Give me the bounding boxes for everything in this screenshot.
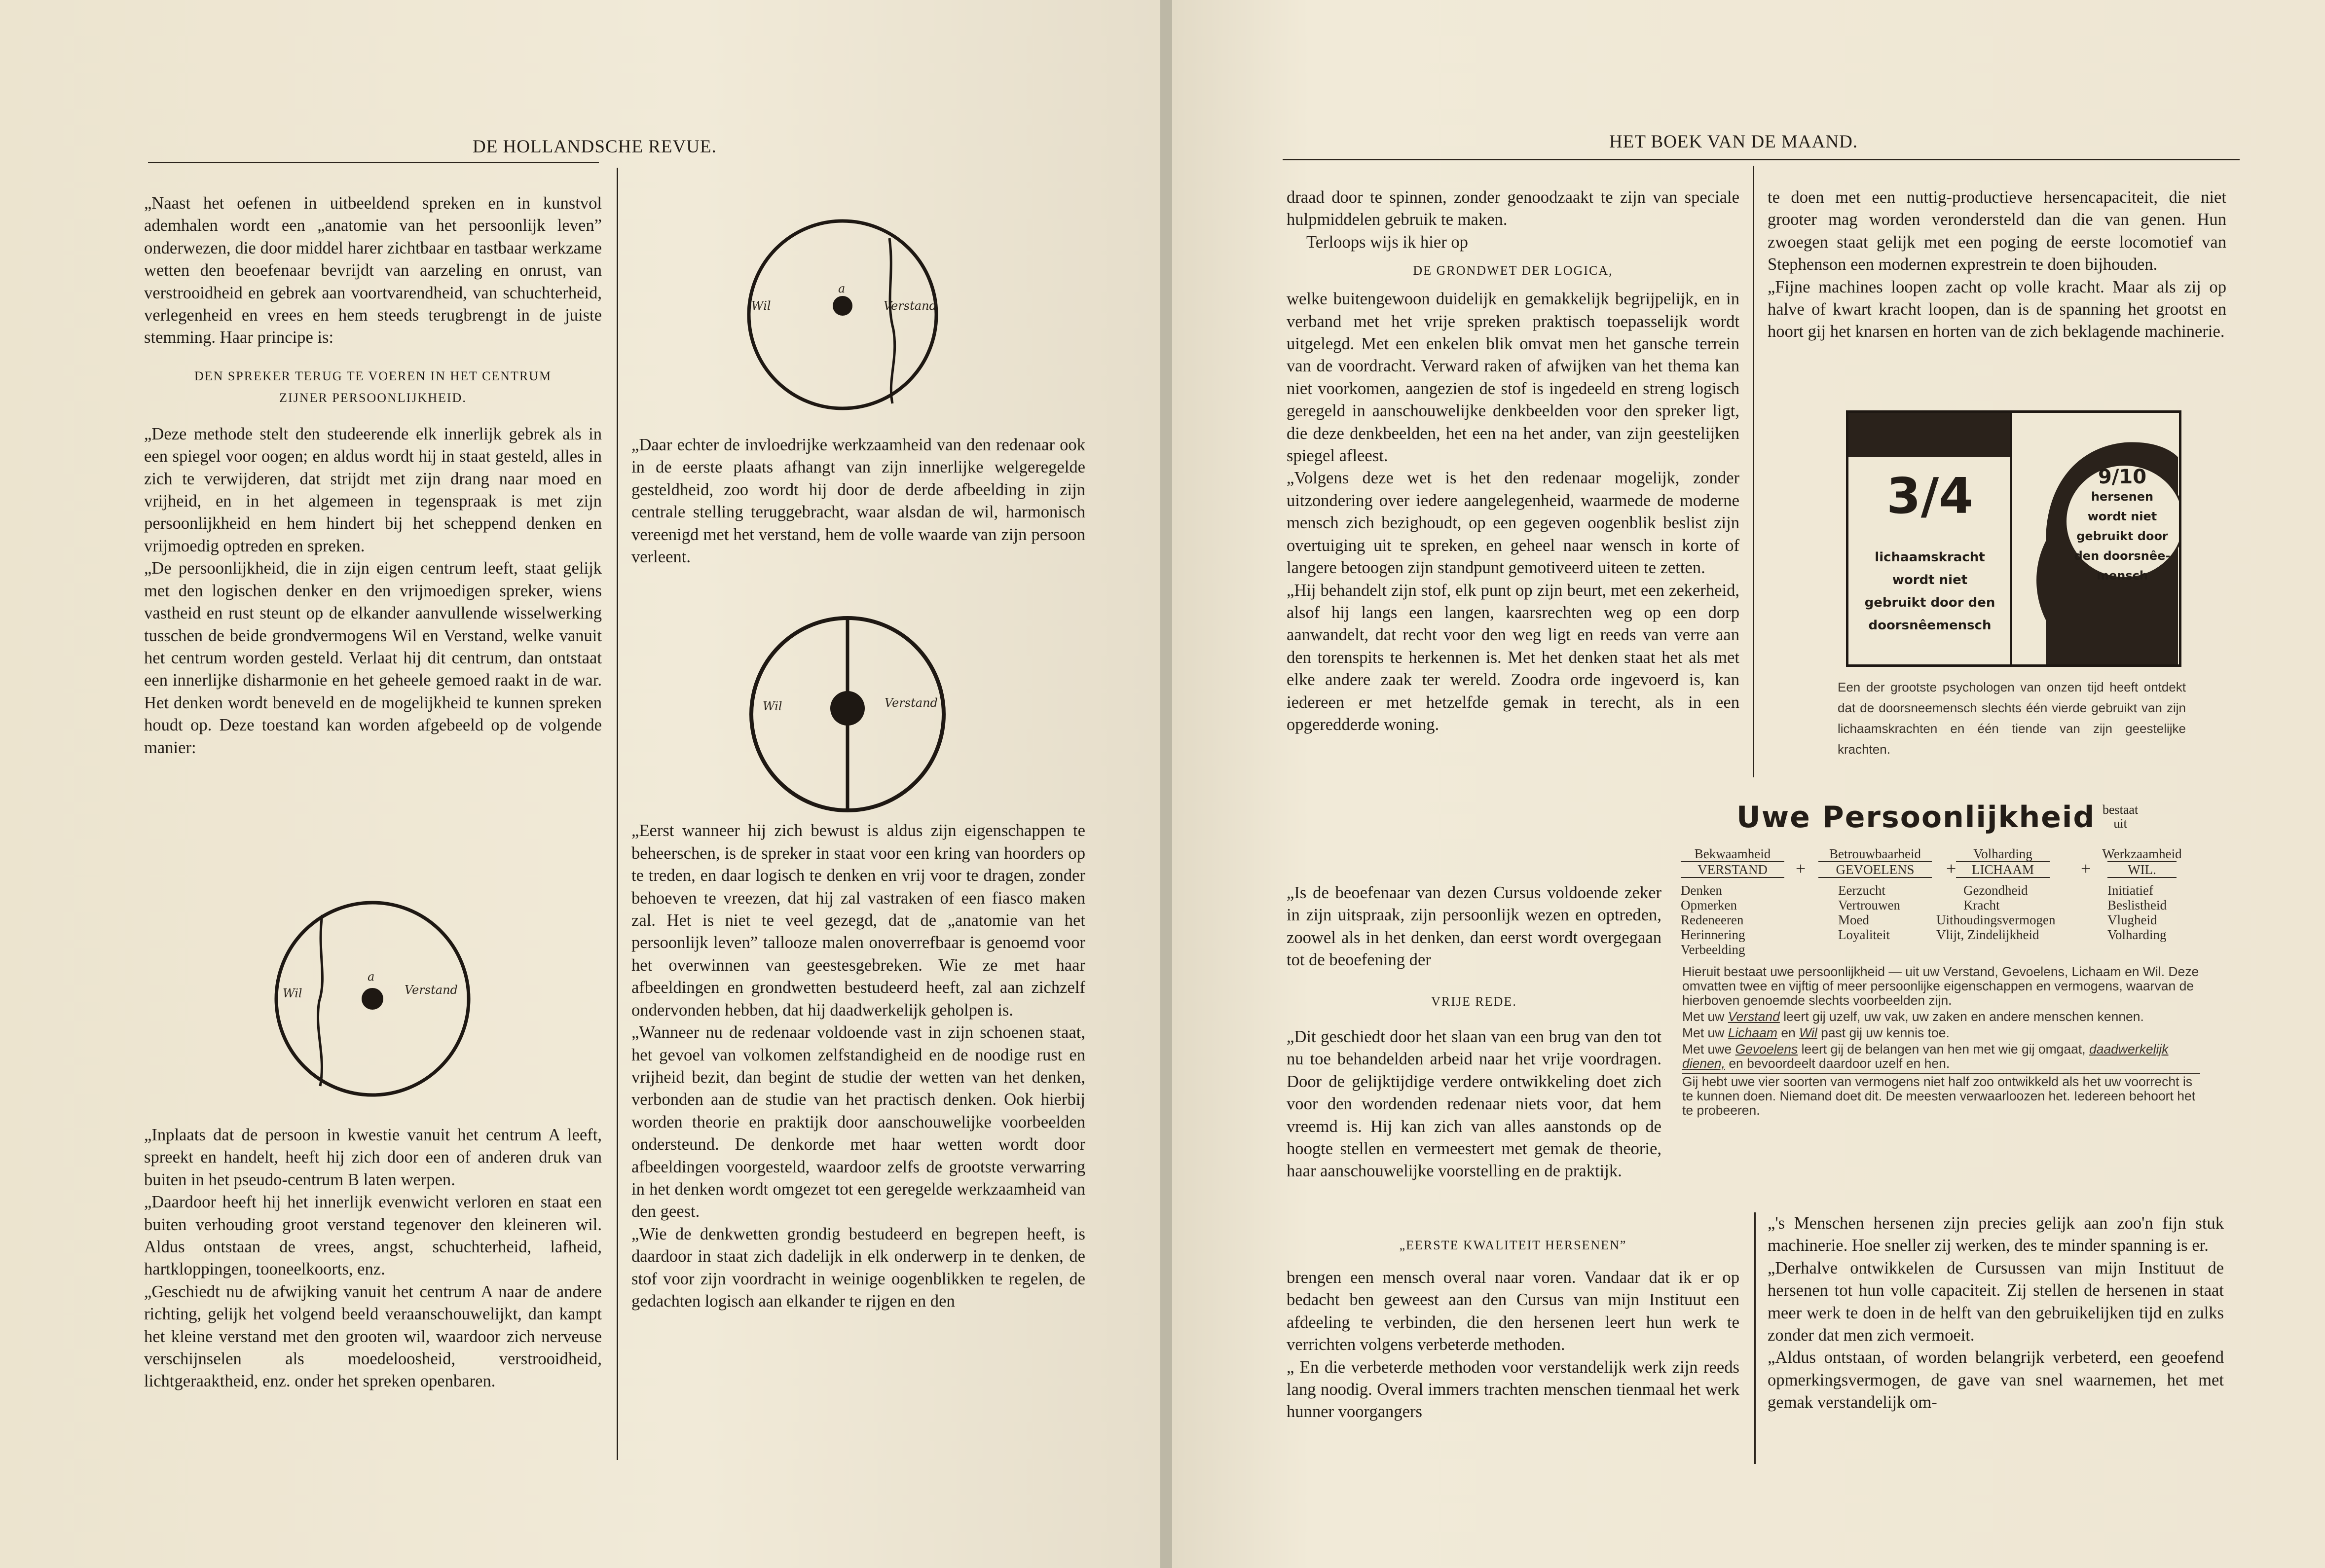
trait-column-wil bbox=[2088, 846, 2196, 942]
trait-item: Initiatief bbox=[2107, 883, 2153, 898]
paragraph: „Is de beoefenaar van dezen Cursus voldoende zeker in zijn uitspraak, zijn persoonlijk wezen en optreden, zoowel als in het denken, dan eerst wordt overgegaan tot de beoefening der bbox=[1287, 883, 1661, 970]
paragraph: „'s Menschen hersenen zijn precies gelijk aan zoo'n fijn stuk machinerie. Hoe sneller zij werken, des te minder spanning is er. bbox=[1768, 1214, 2224, 1255]
trait-item: Moed bbox=[1838, 912, 1869, 927]
trait-top: Werkzaamheid bbox=[2102, 846, 2182, 861]
trait-cap: WIL. bbox=[2107, 861, 2177, 877]
column-rule-right-bottom bbox=[1754, 1212, 1756, 1464]
diagram-label-verstand: Verstand bbox=[884, 299, 937, 313]
ad-text-line: gebruikt door den bbox=[1864, 595, 1995, 610]
diagram-label-verstand: Verstand bbox=[885, 696, 938, 710]
trait-cap: GEVOELENS bbox=[1818, 861, 1932, 877]
section-heading: DE GRONDWET DER LOGICA, bbox=[1413, 263, 1613, 278]
trait-top: Bekwaamheid bbox=[1694, 846, 1771, 861]
trait-item: Vertrouwen bbox=[1838, 898, 1900, 912]
section-heading: DEN SPREKER TERUG TE VOEREN IN HET CENTRUM bbox=[194, 368, 552, 383]
trait-item: Redeneeren bbox=[1681, 912, 1744, 927]
paragraph: „Dit geschiedt door het slaan van een brug van den tot nu toe behandelden arbeid naar het vrije voordragen. Door de gelijktijdige verdere ontwikkeling doet zich voor den wordenden redenaar niets voor, dat hem vreemd is. Hij kan zich van alles aanstonds op de hoogte stellen en vermeestert met gemak de theorie, haar aanschouwelijke voorstelling en de praktijk. bbox=[1287, 1027, 1661, 1181]
diagram-label-wil: Wil bbox=[751, 299, 771, 313]
right-column-1-narrow bbox=[1287, 882, 1661, 1000]
ad-fraction-right: 9/10 bbox=[2098, 466, 2147, 488]
trait-top: Volharding bbox=[1973, 846, 2032, 861]
trait-item: Gezondheid bbox=[1963, 883, 2028, 898]
note: Met uwe Gevoelens leert gij de belangen van hen met wie gij omgaat, daadwerkelijk dienen, en bevoordeelt daardoor uzelf en hen. bbox=[1682, 1042, 2169, 1071]
paragraph: „De persoonlijkheid, die in zijn eigen centrum leeft, staat gelijk met den logischen denker en den vrijmoedigen spreker, wiens vastheid en rust steunt op de elkander aanvullende wisselwerking tusschen de beide grondvermogens Wil en Verstand, welke vanuit het centrum worden gesteld. Verlaat hij dit centrum, dan ontstaat een innerlijke disharmonie en het geheele gemoed raakt in de war. Het denken wordt beneveld en de mogelijkheid te kunnen spreken houdt op. Deze toestand kan worden afgebeeld op de volgende manier: bbox=[144, 559, 602, 757]
paragraph: „Fijne machines loopen zacht op volle kracht. Maar als zij op halve of kwart kracht loopen, dan is de spanning het grootst en hoort gij het knarsen en horten van de zich beklagende machinerie. bbox=[1768, 277, 2226, 341]
right-column-1-narrow-b bbox=[1287, 994, 1661, 1211]
trait-cap: VERSTAND bbox=[1681, 861, 1784, 877]
paragraph: „Aldus ontstaan, of worden belangrijk verbeterd, een geoefend opmerkingsvermogen, de gave van snel waarnemen, het met gemak verstandelijk om- bbox=[1768, 1348, 2224, 1412]
persoonlijkheid-title: Uwe Persoonlijkheid bbox=[1736, 800, 2096, 835]
diagram-circle-centered bbox=[744, 611, 951, 818]
title-side-text: uit bbox=[2113, 816, 2127, 831]
plus-sign: + bbox=[2081, 859, 2091, 878]
ad-fraction-left: 3/4 bbox=[1886, 467, 1973, 525]
column-rule-left bbox=[617, 168, 618, 1460]
diagram-label-wil: Wil bbox=[763, 699, 782, 713]
paragraph: welke buitengewoon duidelijk en gemakkelijk begrijpelijk, en in verband met het vrije spreken praktisch toepasselijk wordt uitgelegd. Met een enkelen blik omvat men het gansche terrein van de voordracht. Verward raken of afwijken van het thema kan niet voorkomen, aangezien de stof is ingedeeld en streng logisch geregeld in aanschouwelijke denkbeelden voor den spreker ligt, die deze denkbeelden, het een na het ander, van zijn geestelijken spiegel afleest. bbox=[1287, 290, 1739, 466]
ad-text-line: den doorsnêe- bbox=[2074, 549, 2171, 563]
ad-text-line: gebruikt door bbox=[2076, 529, 2168, 543]
ad-text-line: wordt niet bbox=[1892, 573, 1968, 587]
trait-item: Opmerken bbox=[1681, 898, 1737, 912]
ad-text-line: wordt niet bbox=[2087, 510, 2157, 523]
title-side-text: bestaat bbox=[2103, 802, 2139, 817]
trait-item: Volharding bbox=[2107, 927, 2167, 942]
paragraph: „Naast het oefenen in uitbeeldend spreken en in kunstvol ademhalen wordt een „anatomie van het persoonlijk leven” onderwezen, die door middel harer zichtbaar en tastbaar werkzame wetten den beoefenaar bevrijdt van aarzeling en onrust, van verstrooidheid en gebrek aan voortvarendheid, van schuchterheid, verlegenheid en vrees en hem steeds terugbrengt in de juiste stemming. Haar principe is: bbox=[144, 194, 602, 347]
trait-item: Loyaliteit bbox=[1838, 927, 1890, 942]
paragraph: draad door te spinnen, zonder genoodzaakt te zijn van speciale hulpmiddelen gebruik te maken. bbox=[1287, 188, 1739, 229]
plus-sign: + bbox=[1796, 859, 1806, 878]
page-gutter bbox=[1160, 0, 1172, 1568]
running-head-right: HET BOEK VAN DE MAAND. bbox=[1609, 132, 1858, 152]
left-column-1 bbox=[144, 192, 602, 1475]
note: Met uw Verstand leert gij uzelf, uw vak, uw zaken en andere menschen kennen. bbox=[1682, 1009, 2144, 1024]
right-column-2-top bbox=[1768, 186, 2226, 394]
section-heading: VRIJE REDE. bbox=[1431, 994, 1517, 1009]
trait-column-lichaam bbox=[1936, 846, 2069, 942]
trait-cap: LICHAAM bbox=[1956, 861, 2050, 877]
ad-box bbox=[1846, 410, 2181, 667]
trait-item: Herinnering bbox=[1681, 927, 1745, 942]
trait-item: Beslistheid bbox=[2107, 898, 2167, 912]
head-rule-left bbox=[148, 162, 599, 163]
trait-item: Verbeelding bbox=[1681, 942, 1745, 957]
note: Gij hebt uwe vier soorten van vermogens niet half zoo ontwikkeld als het uw voorrecht is te kunnen doen. Niemand doet dit. De meesten verwaarloozen het. Iedereen behoort het te probeeren. bbox=[1682, 1073, 2200, 1118]
left-column-2 bbox=[631, 434, 1085, 1470]
head-rule-right bbox=[1283, 159, 2240, 160]
trait-item: Vlugheid bbox=[2107, 912, 2157, 927]
paragraph: „Deze methode stelt den studeerende elk innerlijk gebrek als in een spiegel voor oogen; en aldus wordt hij in staat gesteld, alles in zich te verwijderen, dat strijdt met zijn drang naar moed en vrijheid, en in het algemeen in tegenspraak is met zijn persoonlijkheid en hem hindert bij het scheppend denken en vrijmoedig optreden en spreken. bbox=[144, 424, 602, 555]
trait-item: Kracht bbox=[1963, 898, 2000, 912]
paragraph: „Wie de denkwetten grondig bestudeerd en begrepen heeft, is daardoor in staat zich dadelijk in elk onderwerp in te denken, de stof voor zijn voordracht in weinige oogenblikken te regelen, de gedachten logisch aan elkander te rijgen en den bbox=[631, 1224, 1085, 1311]
trait-top: Betrouwbaarheid bbox=[1829, 846, 1921, 861]
diagram-circle-right-shift bbox=[741, 216, 944, 418]
paragraph: „Daar echter de invloedrijke werkzaamheid van den redenaar ook in de eerste plaats afhangt van zijn innerlijke welgeregelde gesteldheid, zoo wordt hij door de derde afbeelding in zijn centrale stelling teruggebracht, waar alsdan de wil, harmonisch vereenigd met het verstand, hem de volle waarde van zijn persoon verleent. bbox=[631, 436, 1085, 567]
paragraph: „Inplaats dat de persoon in kwestie vanuit het centrum A leeft, spreekt en handelt, heeft hij zich door een of anderen druk van buiten in het pseudo-centrum B laten werpen. bbox=[144, 1125, 602, 1189]
trait-item: Vlijt, Zindelijkheid bbox=[1936, 927, 2039, 942]
ad-text-line: mensch bbox=[2097, 569, 2148, 583]
paragraph: „Volgens deze wet is het den redenaar mogelijk, zonder uitzondering over iedere aangelegenheid, waarmede de moderne mensch zich bezighoudt, op een gegeven oogenblik beslist zijn overtuiging uit te spreken, en geheel naar wensch in korte of langere betoogen zijn standpunt gemotiveerd uiteen te zetten. bbox=[1287, 469, 1739, 578]
ad-caption: Een der grootste psychologen van onzen tijd heeft ontdekt dat de doorsneemensch slechts één vierde gebruikt van zijn lichaamskrachten en één tiende van zijn geestelijke krachten. bbox=[1838, 680, 2186, 757]
ad-right-text bbox=[2066, 467, 2179, 585]
ad-text-line: hersenen bbox=[2091, 490, 2154, 504]
diagram-circle-left-shift bbox=[269, 893, 476, 1100]
ad-left-text bbox=[1848, 546, 2011, 637]
trait-column-verstand bbox=[1681, 846, 1784, 957]
trait-item: Eerzucht bbox=[1838, 883, 1885, 898]
plus-sign: + bbox=[1946, 859, 1956, 878]
running-head-left: DE HOLLANDSCHE REVUE. bbox=[473, 137, 717, 157]
persoonlijkheid-side bbox=[2103, 803, 2138, 831]
note: Hieruit bestaat uwe persoonlijkheid — uit uw Verstand, Gevoelens, Lichaam en Wil. Deze omvatten twee en vijftig of meer persoonlijke eigenschappen en vermogens, waarvan de hierboven genoemde slechts voorbeelden zijn. bbox=[1682, 964, 2199, 1008]
trait-item: Uithoudingsvermogen bbox=[1936, 912, 2056, 927]
section-heading: „EERSTE KWALITEIT HERSENEN” bbox=[1399, 1238, 1627, 1252]
paragraph: „Geschiedt nu de afwijking vanuit het centrum A naar de andere richting, gelijk het volgend beeld veraanschouwelijkt, dan kampt het kleine verstand met den grooten wil, waardoor zich nerveuse verschijnselen als moedeloosheid, verstrooidheid, lichtgeraaktheid, enz. onder het spreken openbaren. bbox=[144, 1282, 602, 1391]
diagram-label-a: a bbox=[368, 970, 375, 984]
paragraph: „Eerst wanneer hij zich bewust is aldus zijn eigenschappen te beheerschen, is de spreker in staat voor een kring van hoorders op te treden, en daar logisch te denken en vrij voor te dragen, zonder behoeven te vreezen, dat hij zal vastraken of een fiasco maken zal. Het is niet te veel gezegd, dat de „anatomie van het persoonlijk leven” tallooze malen onoverrefbaar is genoemd voor het overwinnen van geestesgebreken. Wie ze met haar afbeeldingen en grondwetten bestudeerd heeft, zal aan zichzelf ondervonden hebben, dat hij daadwerkelijk geholpen is. bbox=[631, 821, 1085, 1020]
paragraph: „Derhalve ontwikkelen de Cursussen van mijn Instituut de hersenen tot hun volle capaciteit. Zij stellen de hersenen in staat meer werk te doen in de helft van den gebruikelijken tijd en zulks zonder dat men zich vermoeit. bbox=[1768, 1258, 2224, 1345]
trait-item: Denken bbox=[1681, 883, 1722, 898]
paragraph: Terloops wijs ik hier op bbox=[1306, 232, 1468, 252]
column-rule-right-top bbox=[1753, 166, 1754, 777]
paragraph: te doen met een nuttig-productieve hersencapaciteit, die niet grooter mag worden verondersteld dan die van genen. Hun zwoegen staat gelijk met een poging de eerste locomotief van Stephenson een modernen exprestrein te doen bijhouden. bbox=[1768, 188, 2226, 274]
paragraph: „Wanneer nu de redenaar voldoende vast in zijn schoenen staat, het gevoel van volkomen zelfstandigheid en de noodige rust en vrijheid bezit, dan begint de studie der wetten van het denken, verbonden aan de studie van het practisch denken. Ook hierbij worden theorie en praktijk door aanschouwelijke voorbeelden ondersteund. De denkorde met haar wetten wordt door afbeeldingen voorgesteld, waardoor zelfs de grootste verwarring in het denken wordt omgezet tot een geregelde werkzaamheid van den geest. bbox=[631, 1023, 1085, 1221]
diagram-label-wil: Wil bbox=[283, 986, 302, 1000]
diagram-label-a: a bbox=[838, 282, 846, 295]
section-heading: ZIJNER PERSOONLIJKHEID. bbox=[279, 390, 467, 405]
ad-text-line: doorsnêemensch bbox=[1868, 618, 1992, 633]
trait-column-gevoelens bbox=[1818, 846, 1932, 942]
paragraph: „Daardoor heeft hij het innerlijk evenwicht verloren en staat een buiten verhouding groot verstand tegenover den kleineren wil. Aldus ontstaan de vrees, angst, schuchterheid, lafheid, hartkloppingen, tooneelkoorts, enz. bbox=[144, 1193, 602, 1279]
diagram-label-verstand: Verstand bbox=[405, 983, 458, 997]
paragraph: brengen een mensch overal naar voren. Vandaar dat ik er op bedacht ben geweest aan den Cursus van mijn Instituut een afdeeling te verbinden, die den hersenen leert hun werk te verrichten volgens verbeterde methoden. bbox=[1287, 1268, 1739, 1354]
right-column-1-bottom bbox=[1287, 1238, 1739, 1470]
persoonlijkheid-notes bbox=[1682, 965, 2200, 1120]
paragraph: „Hij behandelt zijn stof, elk punt op zijn beurt, met een zekerheid, alsof hij langs een langen, kaarsrechten weg op een dorp aanwandelt, dat recht voor den weg ligt en reeds van verre aan den torenspits te herkennen is. Met het denken staat het als met elke andere zaak ter wereld. Zoodra orde ingevoerd is, kan iedereen er met hetzelfde gemak in terecht, als in een opgeredderde woning. bbox=[1287, 581, 1739, 734]
note: Met uw Lichaam en Wil past gij uw kennis toe. bbox=[1682, 1025, 1950, 1040]
right-column-2-bottom bbox=[1768, 1212, 2224, 1469]
ad-text-line: lichaamskracht bbox=[1875, 550, 1985, 565]
paragraph: „ En die verbeterde methoden voor verstandelijk werk zijn reeds lang noodig. Overal immers trachten menschen tienmaal het werk hunner voorgangers bbox=[1287, 1357, 1739, 1422]
